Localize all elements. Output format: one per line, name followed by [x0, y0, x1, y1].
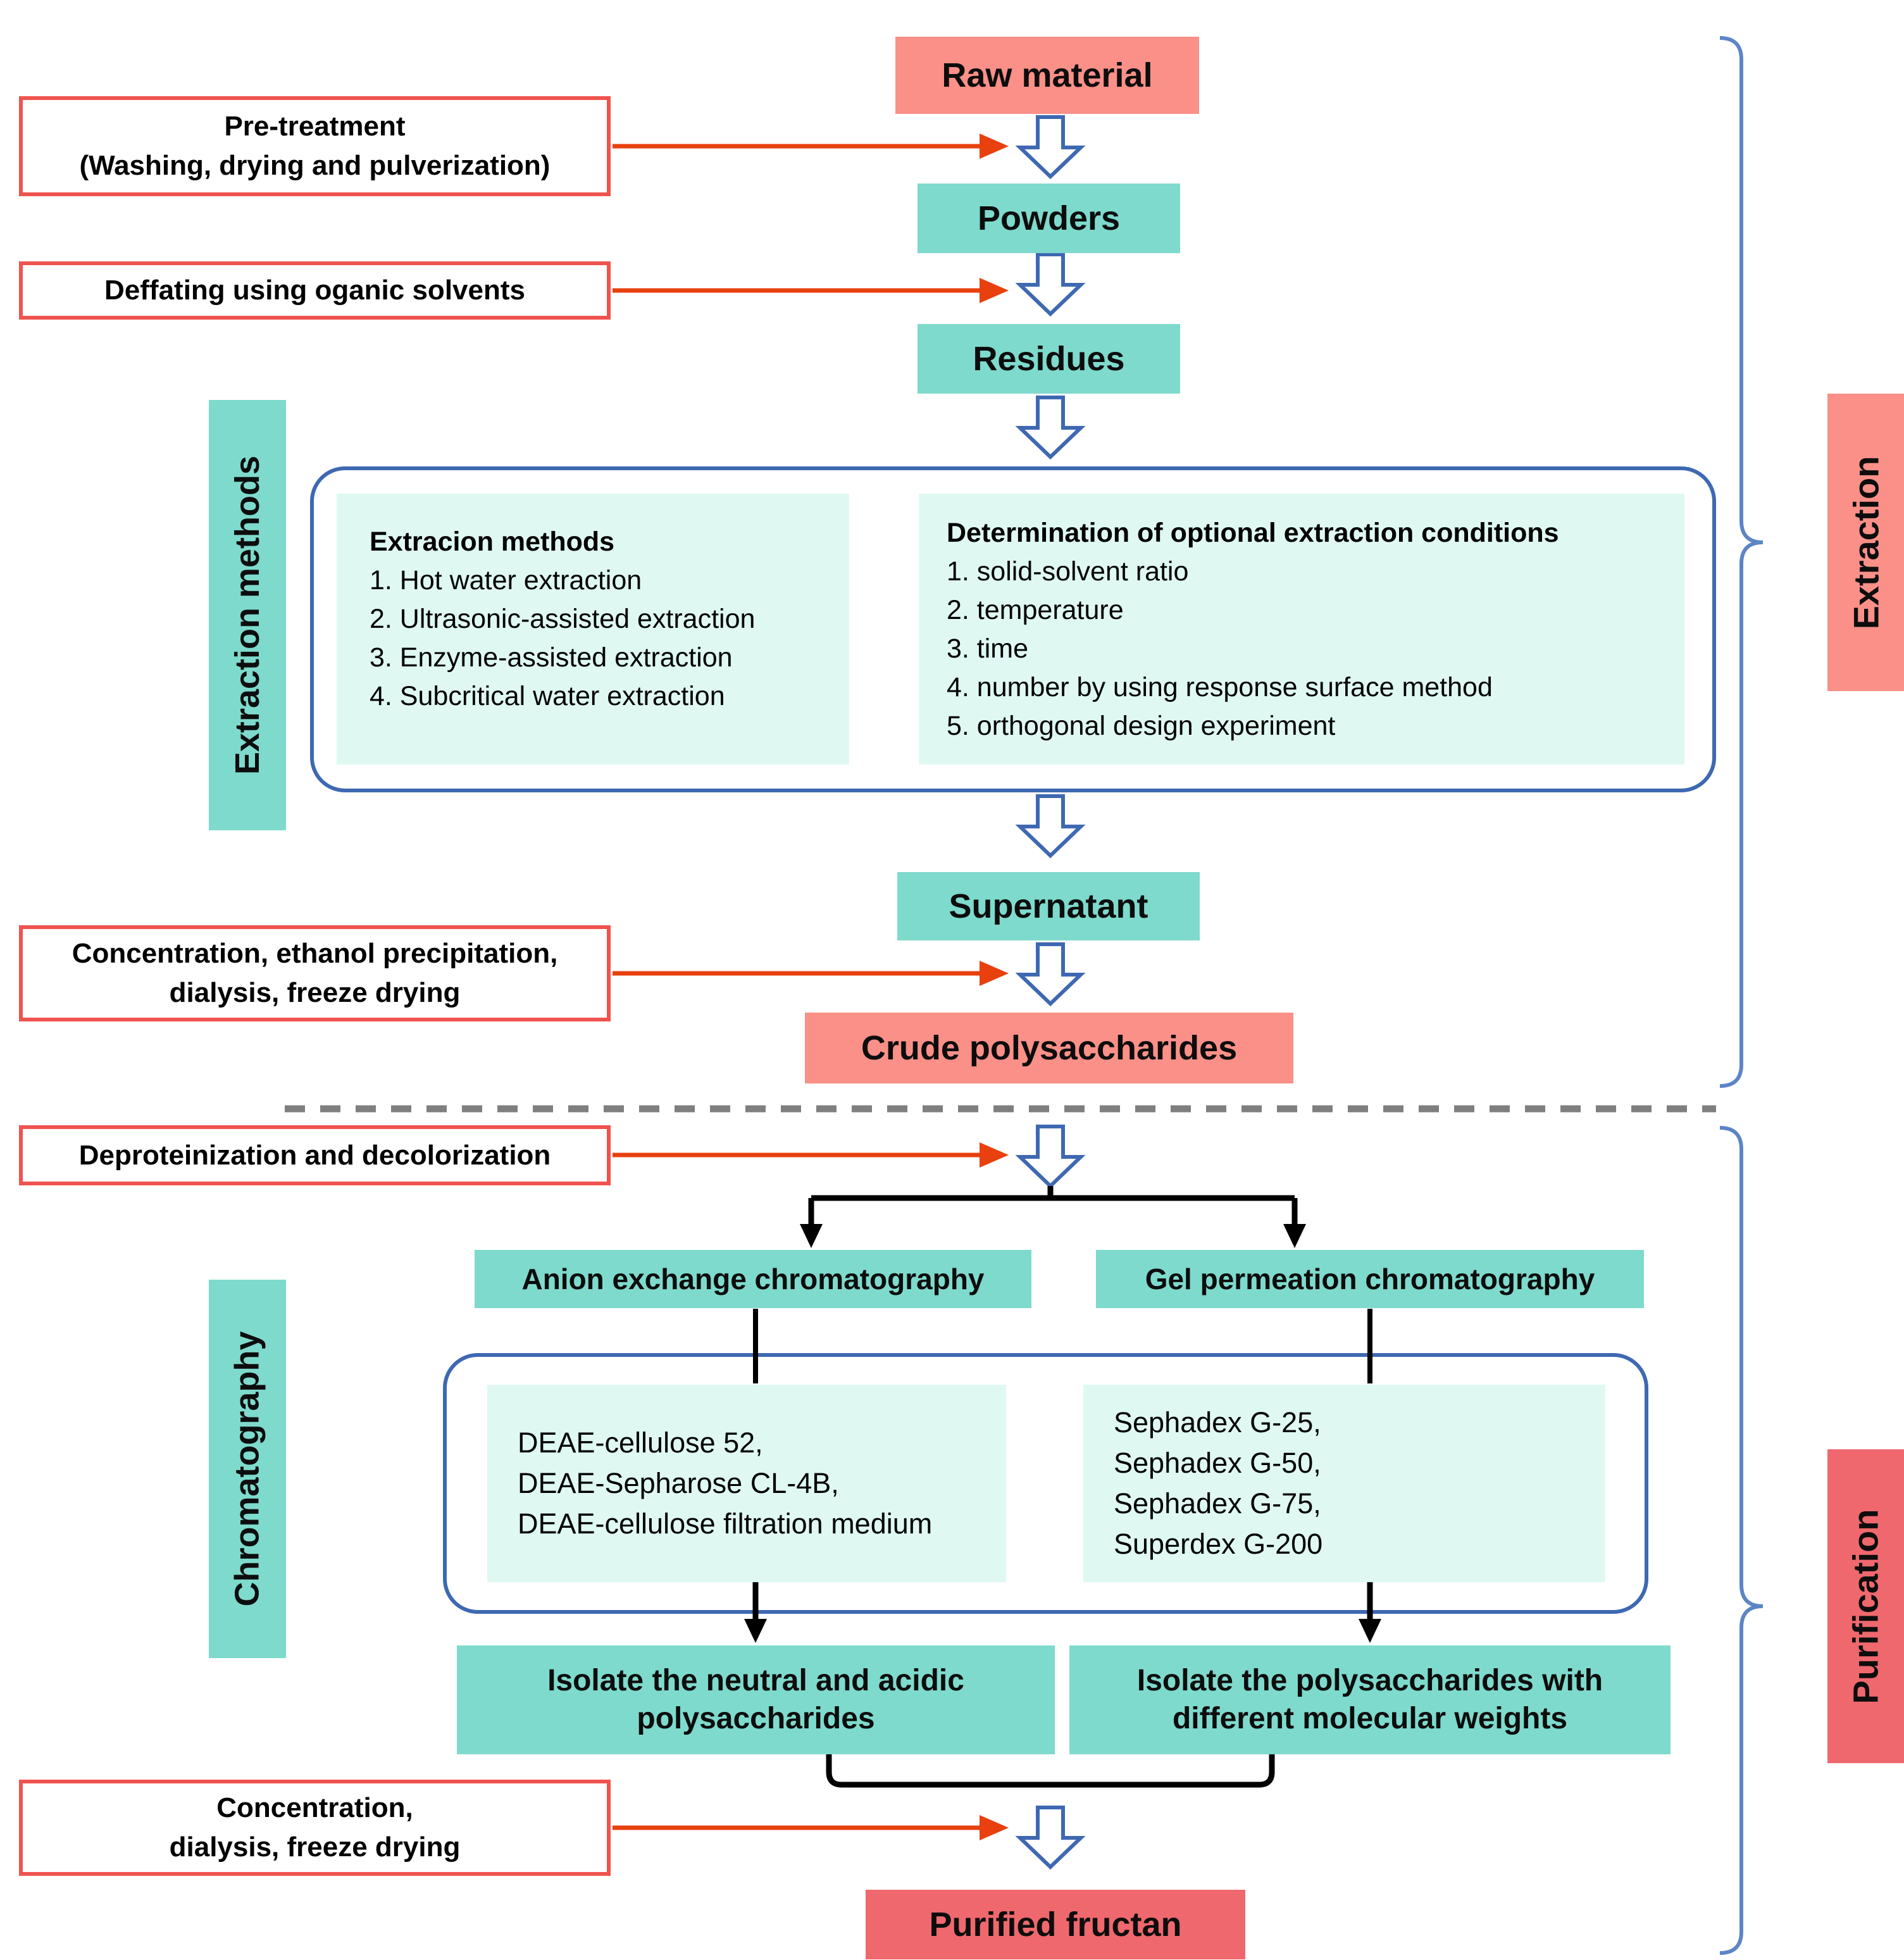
purification-brace-icon: [1720, 1128, 1763, 1953]
supernatant-node: Supernatant: [897, 872, 1200, 940]
extraction-brace-icon: [1720, 38, 1763, 1086]
text-line: DEAE-cellulose filtration medium: [518, 1507, 933, 1540]
down-arrow-icon: [1020, 1127, 1081, 1186]
extraction-methods-panel-title: Extracion methods: [370, 527, 615, 557]
anion-exchange-node: Anion exchange chromatography: [475, 1250, 1031, 1308]
text-line: Sephadex G-25,: [1114, 1406, 1321, 1439]
text-line: 1. solid-solvent ratio: [947, 556, 1189, 587]
down-arrow-icon: [1020, 1807, 1081, 1867]
text-line: dialysis, freeze drying: [169, 977, 461, 1008]
down-arrow-icon: [1020, 117, 1081, 177]
gel-media-panel: [1083, 1385, 1605, 1582]
text-line: 2. temperature: [947, 595, 1124, 626]
isolate-neutral-acidic-node: Isolate the neutral and acidic polysaccharides: [457, 1645, 1055, 1754]
extraction-methods-panel: [337, 494, 849, 765]
down-arrow-icon: [1020, 397, 1081, 457]
isolate-arrows: [756, 1582, 1370, 1620]
text-line: Concentration, ethanol precipitation,: [72, 938, 558, 970]
extraction-conditions-panel: [919, 494, 1684, 765]
extraction-methods-side-label: [209, 400, 286, 830]
text-line: Sephadex G-75,: [1114, 1487, 1321, 1520]
extraction-stage-label: [1827, 394, 1904, 691]
extraction-conditions-panel-items: [947, 552, 1493, 746]
text-line: dialysis, freeze drying: [169, 1832, 461, 1863]
text-line: Superdex G-200: [1114, 1527, 1323, 1560]
powders-node: Powders: [918, 184, 1180, 253]
gel-permeation-node: Gel permeation chromatography: [1096, 1250, 1644, 1308]
purification-stage-label: [1827, 1449, 1904, 1763]
down-arrow-icon: [1020, 254, 1081, 314]
text-line: Pre-treatment: [224, 111, 406, 142]
text-line: 4. number by using response surface method: [947, 672, 1493, 703]
text-line: Deproteinization and decolorization: [78, 1139, 551, 1171]
concentration-dialysis-step-box: [19, 1780, 611, 1876]
text-line: DEAE-Sepharose CL-4B,: [518, 1467, 839, 1500]
down-arrow-icon: [1020, 796, 1081, 856]
deproteinization-step-box: [19, 1125, 611, 1185]
isolate-molecular-weights-node: Isolate the polysaccharides with different molecular weights: [1069, 1645, 1671, 1754]
concentration-precipitation-step-box: [19, 925, 611, 1021]
extraction-methods-panel-items: [370, 561, 755, 716]
text-line: 4. Subcritical water extraction: [370, 681, 725, 712]
residues-node: Residues: [918, 324, 1180, 394]
text-line: (Washing, drying and pulverization): [79, 150, 551, 181]
text-line: Sephadex G-50,: [1114, 1447, 1321, 1480]
chromatography-side-label: [209, 1280, 286, 1658]
down-arrow-icon: [1020, 944, 1081, 1004]
branch-split-connector: [811, 1186, 1295, 1225]
merge-connector: [829, 1754, 1272, 1785]
text-line: 2. Ultrasonic-assisted extraction: [370, 604, 756, 635]
text-line: DEAE-cellulose 52,: [518, 1426, 763, 1459]
extraction-methods-side-label-text: Extraction methods: [228, 455, 266, 775]
text-line: 5. orthogonal design experiment: [947, 711, 1336, 742]
purification-stage-label-text: Purification: [1846, 1508, 1886, 1704]
purified-fructan-node: Purified fructan: [866, 1890, 1245, 1959]
anion-media-panel: [487, 1385, 1006, 1582]
extraction-stage-label-text: Extraction: [1846, 456, 1886, 629]
pretreatment-step-box: [19, 96, 611, 196]
text-line: Concentration,: [216, 1792, 413, 1824]
crude-polysaccharides-node: Crude polysaccharides: [805, 1013, 1293, 1083]
split-line: [811, 1186, 1295, 1198]
chromatography-side-label-text: Chromatography: [228, 1331, 267, 1607]
defatting-step-box: [19, 261, 611, 320]
text-line: 3. time: [947, 634, 1029, 665]
text-line: Deffating using oganic solvents: [104, 275, 525, 306]
extraction-conditions-panel-title: Determination of optional extraction conditions: [947, 518, 1559, 548]
text-line: 3. Enzyme-assisted extraction: [370, 642, 733, 673]
media-panel-connectors: [756, 1309, 1370, 1383]
raw-material-node: Raw material: [895, 37, 1199, 114]
text-line: 1. Hot water extraction: [370, 565, 642, 596]
